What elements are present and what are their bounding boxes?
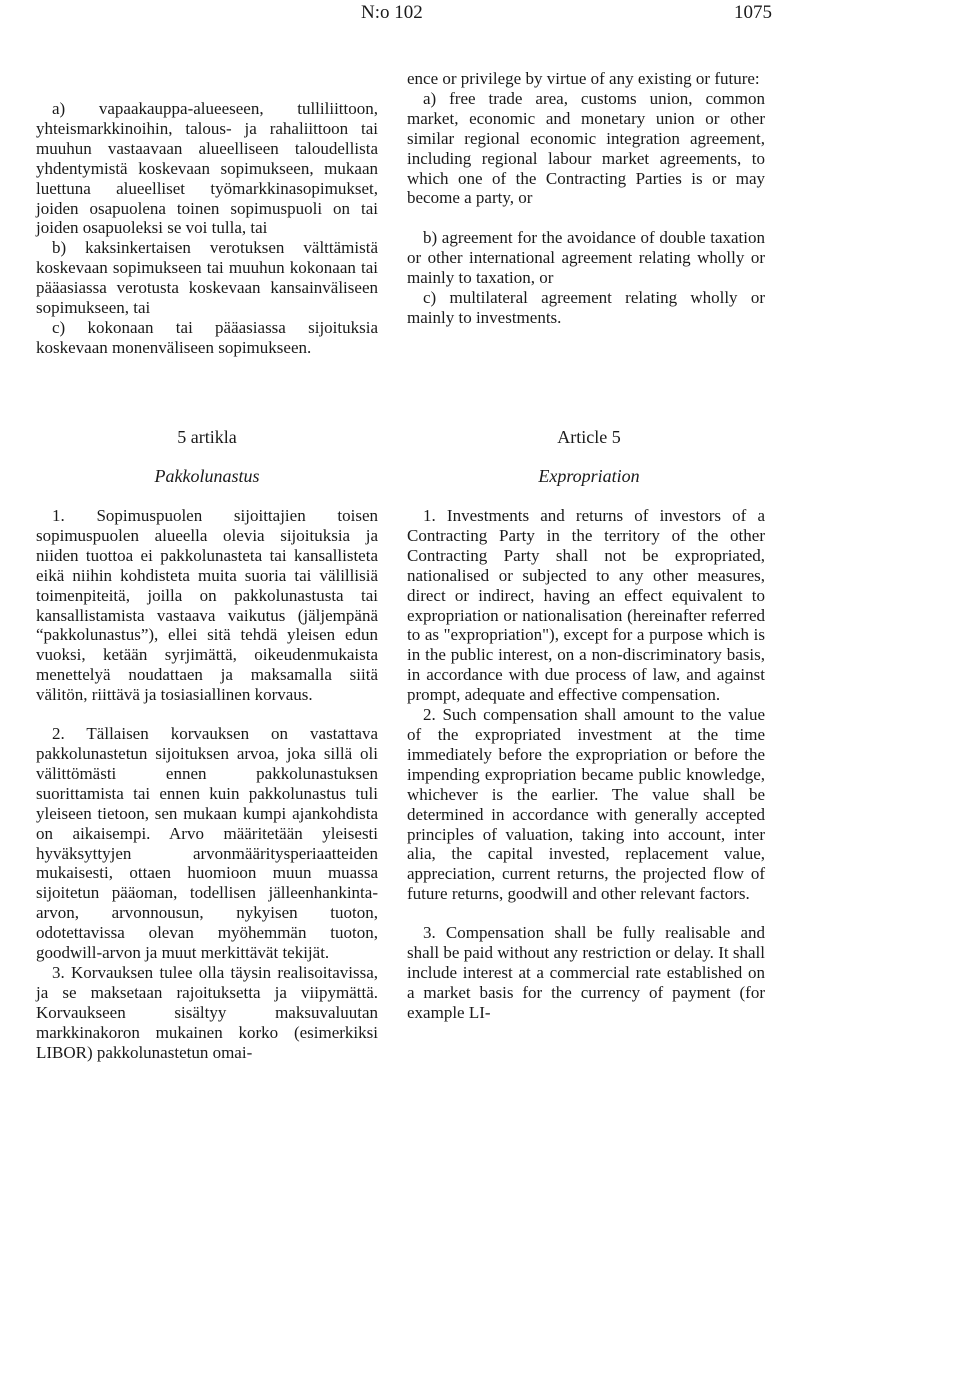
article-subheading-fi: Pakkolunastus bbox=[154, 466, 260, 486]
list-item-b: b) kaksinkertaisen verotuksen välttämistä koskevaan sopimukseen tai muuhun kokonaan tai pääasiassa verotusta koskevaan kansainväliseen sopimukseen, tai bbox=[36, 238, 378, 318]
paragraph-1: 1. Sopimuspuolen sijoittajien toisen sopimuspuolen alueella olevia sijoituksia ja niiden tuottoa ei pakkolunasteta tai kansallisteta eikä niihin kohdisteta muita suoria tai välillisiä toimenpiteitä, joilla on pakkolunastusta tai kansallistamista vastaava vaikutus (jäljempänä “pakkolunastus”), ellei sitä tehdä yleisen edun vuoksi, ketään syrjimättä, oikeudenmukaista menettelyä noudattaen ja maksamalla siitä välitön, riittävä ja tosiasiallinen korvaus. bbox=[36, 506, 378, 705]
list-lead-text: ence or privilege by virtue of any existing or future: bbox=[407, 69, 760, 88]
article-subheading-en: Expropriation bbox=[538, 466, 640, 486]
english-article-body bbox=[407, 506, 765, 1023]
paragraph-3: 3. Korvauksen tulee olla täysin realisoitavissa, ja se maksetaan rajoituksetta ja viipymättä. Korvaukseen sisältyy maksuvaluutan markkinakoron mukainen korko (esimerkiksi LIBOR) pakkolunastetun omai- bbox=[36, 962, 378, 1062]
list-item-c: c) kokonaan tai pääasiassa sijoituksia koskevaan monenväliseen sopimukseen. bbox=[36, 317, 378, 357]
list-item-a: a) free trade area, customs union, common market, economic and monetary union or other similar regional economic integration agreement, including regional labour market agreements, to which one of the Contracting Parties is or may become a party, or bbox=[407, 88, 765, 208]
paragraph-2: 2. Tällaisen korvauksen on vastattava pakkolunastetun sijoituksen arvoa, joka sillä oli välittömästi ennen pakkolunastuksen suorittamista tai ennen kuin pakkolunastus tuli yleiseen tietoon, sen mukaan kumpi ajankohdista on aikaisempi. Arvo määritetään yleisesti hyväksyttyjen arvonmääritysperiaatteiden mukaisesti, ottaen huomioon muun muassa sijoitetun pääoman, todellisen jälleenhankinta-arvon, arvonnousun, nykyisen tuoton, odotettavissa olevan myöhemmän tuoton, goodwill-arvon ja muut merkittävät tekijät. bbox=[36, 724, 378, 963]
paragraph-1: 1. Investments and returns of investors of a Contracting Party in the territory of the other Contracting Party shall not be expropriated, nationalised or subjected to any other measures, direct or indirect, having an effect equivalent to expropriation or nationalisation (hereinafter referred to as "expropriation"), except for a purpose which is in the public interest, on a non-discriminatory basis, in accordance with due process of law, and against prompt, adequate and effective compensation. bbox=[407, 506, 765, 705]
finnish-article-body bbox=[36, 506, 378, 1062]
article-heading-en: Article 5 bbox=[557, 427, 621, 447]
list-item-c: c) multilateral agreement relating wholly or mainly to investments. bbox=[407, 288, 765, 327]
article-heading-fi: 5 artikla bbox=[177, 427, 237, 447]
english-list-column bbox=[407, 69, 765, 328]
list-item-a: a) vapaakauppa-alueeseen, tulliliittoon, yhteismarkkinoihin, talous- ja rahaliittoon tai muuhun vastaavaan alueelliseen taloudellista yhdentymistä koskevaan sopimukseen, mukaan luettuna alueelliset työmarkkinasopimukset, joiden osapuolena toinen sopimuspuoli on tai joiden osapuoleksi se voi tulla, tai bbox=[36, 99, 378, 238]
list-item-b: b) agreement for the avoidance of double taxation or other international agreement relating wholly or mainly to taxation, or bbox=[407, 228, 765, 288]
page-header-issue: N:o 102 bbox=[361, 2, 423, 23]
finnish-list-column bbox=[36, 99, 378, 358]
page-number: 1075 bbox=[734, 2, 772, 23]
paragraph-3: 3. Compensation shall be fully realisable and shall be paid without any restriction or delay. It shall include interest at a commercial rate established on a market basis for the currency of payment (for example LI- bbox=[407, 923, 765, 1022]
paragraph-2: 2. Such compensation shall amount to the value of the expropriated investment at the time immediately before the expropriation or before the impending expropriation became public knowledge, whichever is the earlier. The value shall be determined in accordance with generally accepted principles of valuation, taking into account, inter alia, the capital invested, replacement value, appreciation, current returns, the projected flow of future returns, goodwill and other relevant factors. bbox=[407, 705, 765, 904]
